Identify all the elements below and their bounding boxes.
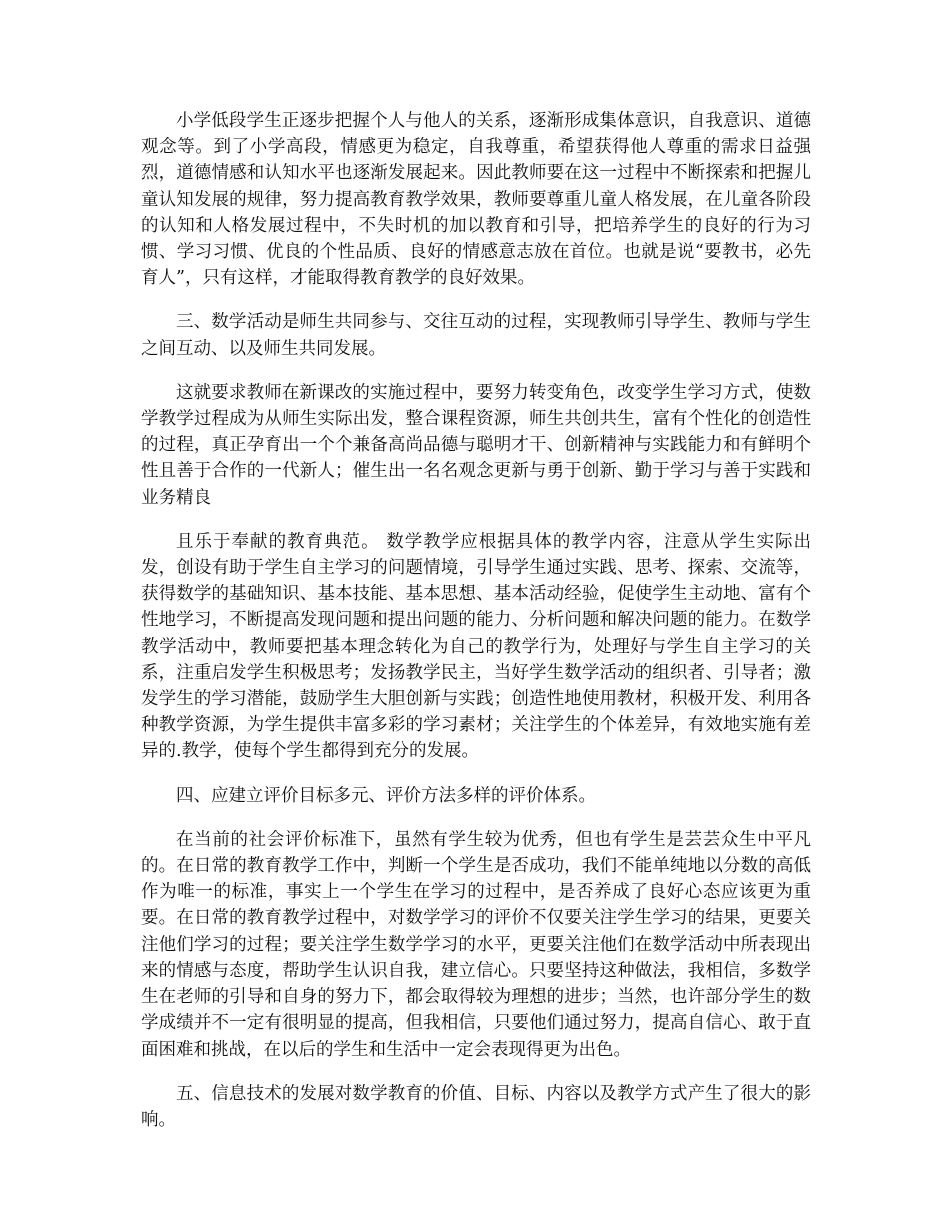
paragraph-4: 且乐于奉献的教育典范。 数学教学应根据具体的教学内容，注意从学生实际出发，创设有助于学生自主学习的问题情境，引导学生通过实践、思考、探索、交流等，获得数学的基础知识、基本技能、基本思想、基本活动经验，促使学生主动地、富有个性地学习，不断提高发现问题和提出问题的能力、分析问题和解决问题的能力。在数学教学活动中，教师要把基本理念转化为自己的教学行为，处理好与学生自主学习的关系，注重启发学生积极思考；发扬教学民主，当好学生数学活动的组织者、引导者；激发学生的学习潜能，鼓励学生大胆创新与实践；创造性地使用教材，积极开发、利用各种教学资源，为学生提供丰富多彩的学习素材；关注学生的个体差异，有效地实施有差异的.教学，使每个学生都得到充分的发展。 — [141, 531, 811, 762]
paragraph-1: 小学低段学生正逐步把握个人与他人的关系，逐渐形成集体意识，自我意识、道德观念等。到了小学高段，情感更为稳定，自我尊重，希望获得他人尊重的需求日益强烈，道德情感和认知水平也逐渐发展起来。因此教师要在这一过程中不断探索和把握儿童认知发展的规律，努力提高教育教学效果，教师要尊重儿童人格发展，在儿童各阶段的认知和人格发展过程中，不失时机的加以教育和引导，把培养学生的良好的行为习惯、学习习惯、优良的个性品质、良好的情感意志放在首位。也就是说“要教书，必先育人”，只有这样，才能取得教育教学的良好效果。 — [141, 111, 811, 289]
paragraph-7-heading: 五、信息技术的发展对数学教育的价值、目标、内容以及教学方式产生了很大的影响。 — [141, 1083, 811, 1130]
paragraph-5-heading: 四、应建立评价目标多元、评价方法多样的评价体系。 — [176, 785, 596, 806]
document-page — [141, 108, 811, 1151]
paragraph-6: 在当前的社会评价标准下，虽然有学生较为优秀，但也有学生是芸芸众生中平凡的。在日常的教育教学工作中，判断一个学生是否成功，我们不能单纯地以分数的高低作为唯一的标准，事实上一个学生在学习的过程中，是否养成了良好心态应该更为重要。在日常的教育教学过程中，对数学学习的评价不仅要关注学生学习的结果，更要关注他们学习的过程；要关注学生数学学习的水平，更要关注他们在数学活动中所表现出来的情感与态度，帮助学生认识自我，建立信心。只要坚持这种做法，我相信，多数学生在老师的引导和自身的努力下，都会取得较为理想的进步；当然，也许部分学生的数学成绩并不一定有很明显的提高，但我相信，只要他们通过努力，提高自信心、敢于直面困难和挑战，在以后的学生和生活中一定会表现得更为出色。 — [141, 829, 811, 1060]
paragraph-3: 这就要求教师在新课改的实施过程中，要努力转变角色，改变学生学习方式，使数学教学过程成为从师生实际出发，整合课程资源，师生共创共生，富有个性化的创造性的过程，真正孕育出一个个兼备高尚品德与聪明才干、创新精神与实践能力和有鲜明个性且善于合作的一代新人；催生出一名名观念更新与勇于创新、勤于学习与善于实践和业务精良 — [141, 382, 811, 508]
paragraph-2-heading: 三、数学活动是师生共同参与、交往互动的过程，实现教师引导学生、教师与学生之间互动、以及师生共同发展。 — [141, 312, 811, 359]
